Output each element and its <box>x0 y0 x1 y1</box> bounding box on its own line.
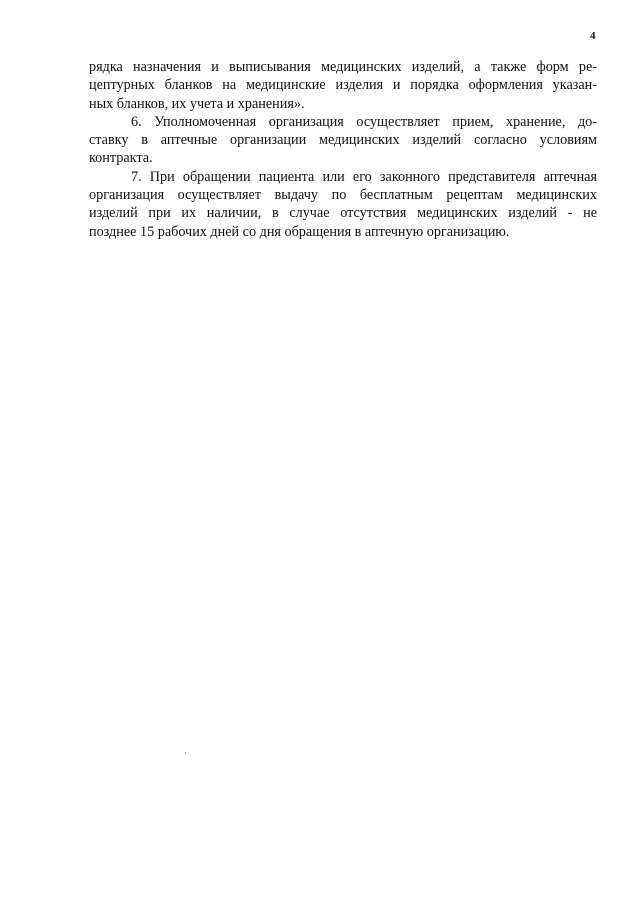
text-line: организация осуществляет выдачу по бесплатным рецептам медицинских <box>89 187 597 204</box>
text-line: контракта. <box>89 150 153 167</box>
text-line: ставку в аптечные организации медицинских изделий согласно условиям <box>89 132 597 149</box>
page-number: 4 <box>590 30 596 42</box>
text-line: ных бланков, их учета и хранения». <box>89 95 305 112</box>
text-line: позднее 15 рабочих дней со дня обращения в аптечную организацию. <box>89 223 510 240</box>
text-line: изделий при их наличии, в случае отсутствия медицинских изделий - не <box>89 205 597 222</box>
scan-speck <box>185 752 186 753</box>
document-body <box>89 58 597 241</box>
paragraph-continuation <box>89 58 597 113</box>
text-line: 6. Уполномоченная организация осуществляет прием, хранение, до- <box>131 113 597 130</box>
text-line: рядка назначения и выписывания медицинских изделий, а также форм ре- <box>89 59 597 75</box>
paragraph-item-7 <box>89 168 597 241</box>
text-line: 7. При обращении пациента или его законного представителя аптечная <box>131 168 597 185</box>
paragraph-item-6 <box>89 113 597 168</box>
text-line: цептурных бланков на медицинские изделия и порядка оформления указан- <box>89 77 597 94</box>
